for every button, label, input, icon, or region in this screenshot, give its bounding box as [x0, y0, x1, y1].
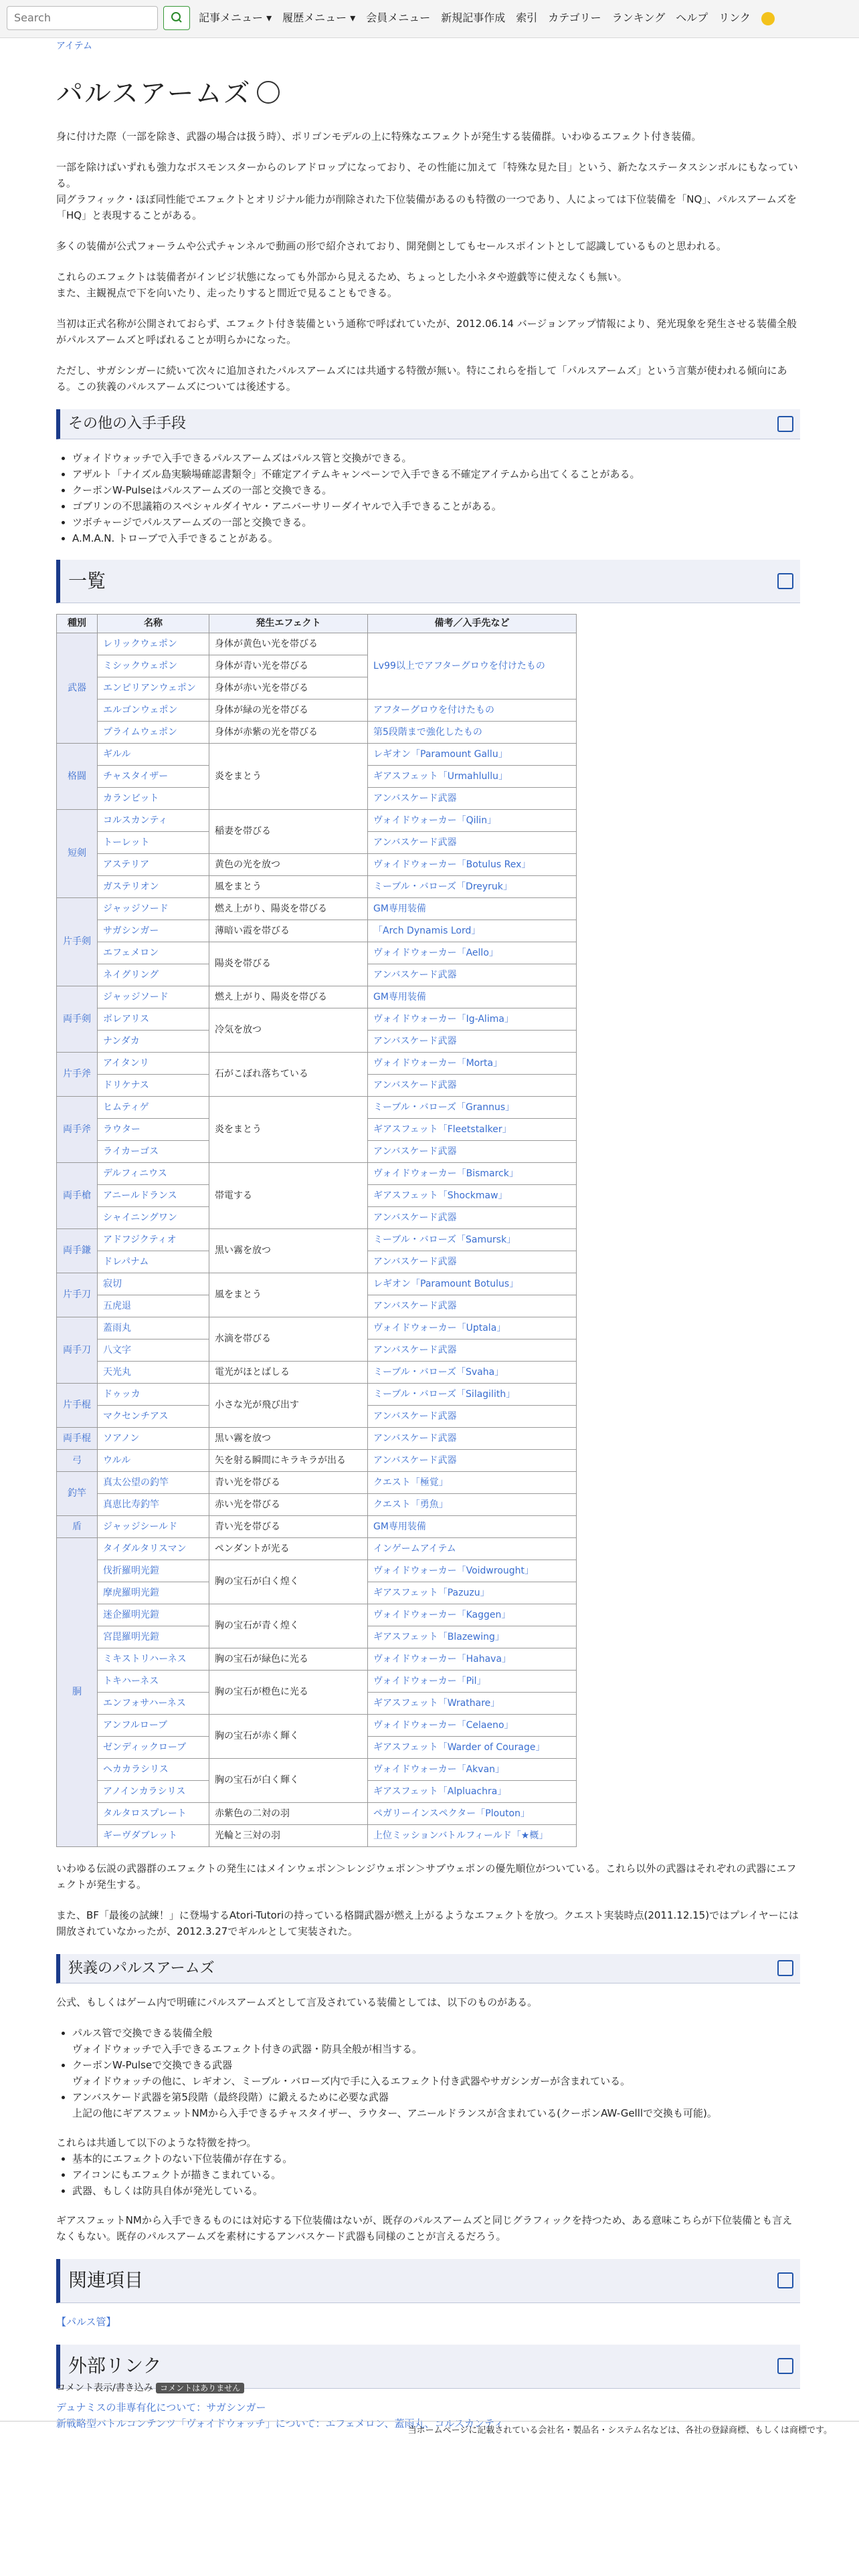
table-cell: 両手刀 — [57, 1317, 98, 1383]
footer — [0, 2421, 859, 2441]
table-cell[interactable]: アノインカラシリス — [98, 1780, 209, 1802]
table-cell: 両手鎌 — [57, 1228, 98, 1273]
table-cell[interactable]: ミシックウェポン — [98, 655, 209, 677]
list-item: • ゴブリンの不思議箱のスペシャルダイヤル・アニバーサリーダイヤルで入手できることがある。 — [72, 498, 800, 514]
table-cell[interactable]: アステリア — [98, 853, 209, 875]
table-cell: 風をまとう — [209, 1273, 368, 1317]
narrow-intro: 公式、もしくはゲーム内で明確にパルスアームズとして言及されている装備としては、以下のものがある。 — [56, 1996, 538, 2008]
list-item: • アンバスケード武器を第5段階（最終段階）に鍛えるために必要な武器 上記の他にギアスフェットNMから入手できるチャスタイザー、ラウター、アニールドランスが含まれている(クーポンAW-Gelllで交換も可能)。 — [72, 2089, 800, 2121]
table-row — [57, 1273, 577, 1295]
table-cell[interactable]: アンフルローブ — [98, 1714, 209, 1736]
table-cell[interactable]: チャスタイザー — [98, 765, 209, 787]
table-cell[interactable]: ラウター — [98, 1118, 209, 1140]
table-row — [57, 1758, 577, 1780]
intro-paragraph: 身に付けた際（一部を除き、武器の場合は扱う時）、ポリゴンモデルの上に特殊なエフェクトが発生する装備群。いわゆるエフェクト付き装備。 — [56, 130, 702, 143]
table-cell[interactable]: デルフィニウス — [98, 1162, 209, 1184]
table-cell[interactable]: ギアスフェット「Fleetstalker」 — [368, 1118, 577, 1140]
nav-item[interactable]: 新規記事作成 — [441, 11, 506, 24]
list-item: • ヴォイドウォッチで入手できるパルスアームズはパルス管と交換ができる。 — [72, 450, 800, 466]
table-cell[interactable]: ヘカカラシリス — [98, 1758, 209, 1780]
table-cell[interactable]: サガシンガー — [98, 920, 209, 942]
table-cell[interactable]: エンフォサハーネス — [98, 1692, 209, 1714]
table-cell[interactable]: アンバスケード武器 — [368, 1295, 577, 1317]
narrow-note: ギアスフェットNMから入手できるものには対応する下位装備はないが、既存のパルスアームズと同じグラフィックを持つため、ある意味こちらが下位装備とも言えなくもない。既存のパルスアームズを素材にするアンバスケード武器も同様のことが言えるだろう。 — [56, 2214, 793, 2242]
table-cell: 燃え上がり、陽炎を帯びる — [209, 897, 368, 920]
table-header: 種別 — [57, 615, 98, 633]
table-cell[interactable]: ウルル — [98, 1449, 209, 1471]
table-cell[interactable]: アンバスケード武器 — [368, 1206, 577, 1228]
list-item: • クーポンW-Pulseはパルスアームズの一部と交換できる。 — [72, 482, 800, 498]
table-header: 発生エフェクト — [209, 615, 368, 633]
table-cell[interactable]: アンバスケード武器 — [368, 1405, 577, 1427]
table-cell[interactable]: エルゴンウェポン — [98, 699, 209, 721]
table-cell: 身体が青い光を帯びる — [209, 655, 368, 677]
table-cell[interactable]: タルタロスプレート — [98, 1802, 209, 1824]
table-cell[interactable]: ヴォイドウォーカー「Botulus Rex」 — [368, 853, 577, 875]
table-cell[interactable]: アンバスケード武器 — [368, 964, 577, 986]
table-row — [57, 633, 577, 655]
table-cell: 光輪と三対の羽 — [209, 1824, 368, 1846]
list-item: • クーポンW-Pulseで交換できる武器 ヴォイドウォッチの他に、レギオン、ミーブル・バローズ内で手に入るエフェクト付き武器やサガシンガーが含まれている。 — [72, 2057, 800, 2089]
table-cell[interactable]: 「Arch Dynamis Lord」 — [368, 920, 577, 942]
table-cell[interactable]: 宮毘羅明光鎧 — [98, 1626, 209, 1648]
table-cell[interactable]: アンバスケード武器 — [368, 1074, 577, 1096]
table-cell: 身体が緑の光を帯びる — [209, 699, 368, 721]
table-cell[interactable]: ジャッジソード — [98, 897, 209, 920]
table-cell: 武器 — [57, 633, 98, 743]
edit-icon[interactable] — [777, 2358, 793, 2374]
table-cell[interactable]: シャイニングワン — [98, 1206, 209, 1228]
table-cell: 両手剣 — [57, 986, 98, 1052]
narrow-list — [56, 2025, 800, 2121]
table-cell[interactable]: ミキストリハーネス — [98, 1648, 209, 1670]
table-cell[interactable]: ヴォイドウォーカー「Morta」 — [368, 1052, 577, 1074]
table-cell[interactable]: 真恵比寿釣竿 — [98, 1493, 209, 1515]
table-row — [57, 1560, 577, 1582]
table-row — [57, 721, 577, 743]
table-cell[interactable]: アンバスケード武器 — [368, 1449, 577, 1471]
table-cell: 青い光を帯びる — [209, 1515, 368, 1537]
nav-item[interactable]: リンク — [719, 11, 751, 24]
after-table-paragraph: また、BF「最後の試練！」に登場するAtori-Tutoriの持っている格闘武器が燃え上がるようなエフェクトを放つ。クエスト実装時点(2011.12.15)ではプレイヤーには開放されていなかったが、2012.3.27でギルルとして実装された。 — [56, 1909, 799, 1937]
table-cell: 小さな光が飛び出す — [209, 1383, 368, 1427]
table-cell: 燃え上がり、陽炎を帯びる — [209, 986, 368, 1008]
table-cell[interactable]: ギアスフェット「Wrathare」 — [368, 1692, 577, 1714]
table-cell[interactable]: Lv99以上でアフターグロウを付けたもの — [368, 633, 577, 699]
table-cell: 胸の宝石が緑色に光る — [209, 1648, 368, 1670]
table-cell[interactable]: ミーブル・バローズ「Grannus」 — [368, 1096, 577, 1118]
search-icon — [164, 7, 189, 29]
intro-paragraph: ただし、サガシンガーに続いて次々に追加されたパルスアームズには共通する特徴が無い。特にこれらを指して「パルスアームズ」という言葉が使われる傾向にある。この狭義のパルスアームズについては後述する。 — [56, 364, 787, 393]
comment-bubble-icon[interactable] — [257, 81, 280, 104]
table-cell[interactable]: ギアスフェット「Blazewing」 — [368, 1626, 577, 1648]
table-row — [57, 1670, 577, 1692]
table-cell[interactable]: カランビット — [98, 787, 209, 809]
page-title: パルスアームズ — [56, 72, 800, 115]
breadcrumb[interactable]: アイテム — [56, 41, 93, 51]
section-heading-external: 外部リンク — [56, 2345, 800, 2389]
table-cell[interactable]: ヴォイドウォーカー「Qilin」 — [368, 809, 577, 831]
table-cell: ペンダントが光る — [209, 1537, 368, 1560]
table-cell[interactable]: 摩虎羅明光鎧 — [98, 1582, 209, 1604]
comment-badge: コメントはありません — [156, 2383, 244, 2393]
table-cell[interactable]: ボレアリス — [98, 1008, 209, 1030]
table-cell[interactable]: ガステリオン — [98, 875, 209, 897]
table-cell: 薄暗い霞を帯びる — [209, 920, 368, 942]
table-row — [57, 1493, 577, 1515]
table-cell: 片手斧 — [57, 1052, 98, 1096]
table-cell[interactable]: トーレット — [98, 831, 209, 853]
table-cell[interactable]: ミーブル・バローズ「Dreyruk」 — [368, 875, 577, 897]
section-heading-other: その他の入手手段 — [56, 409, 800, 439]
table-cell[interactable]: ヴォイドウォーカー「Bismarck」 — [368, 1162, 577, 1184]
external-link[interactable]: 新戦略型バトルコンテンツ「ヴォイドウォッチ」について：エフェメロン、蓋雨丸、コルスカンティ — [56, 2417, 504, 2430]
table-cell: 黒い霧を放つ — [209, 1228, 368, 1273]
table-cell[interactable]: コルスカンティ — [98, 809, 209, 831]
main-content — [56, 37, 800, 2432]
table-cell: 釣竿 — [57, 1471, 98, 1515]
table-cell: 胸の宝石が青く煌く — [209, 1604, 368, 1648]
table-header: 名称 — [98, 615, 209, 633]
table-cell[interactable]: GM専用装備 — [368, 1515, 577, 1537]
search-button[interactable] — [163, 6, 190, 30]
table-row — [57, 1714, 577, 1736]
table-row — [57, 942, 577, 964]
table-row — [57, 1096, 577, 1118]
table-cell[interactable]: アンバスケード武器 — [368, 1339, 577, 1361]
table-cell: 片手刀 — [57, 1273, 98, 1317]
table-cell: 両手斧 — [57, 1096, 98, 1162]
table-cell: 帯電する — [209, 1162, 368, 1228]
table-cell: 盾 — [57, 1515, 98, 1537]
table-row — [57, 1317, 577, 1339]
table-cell[interactable]: ヴォイドウォーカー「Hahava」 — [368, 1648, 577, 1670]
table-cell[interactable]: GM専用装備 — [368, 897, 577, 920]
table-cell: 赤紫色の二対の羽 — [209, 1802, 368, 1824]
table-cell[interactable]: ヒムティゲ — [98, 1096, 209, 1118]
table-cell[interactable]: アンバスケード武器 — [368, 831, 577, 853]
table-cell[interactable]: 迷企羅明光鎧 — [98, 1604, 209, 1626]
table-cell: 胸の宝石が赤く輝く — [209, 1714, 368, 1758]
table-cell: 矢を射る瞬間にキラキラが出る — [209, 1449, 368, 1471]
table-row — [57, 1383, 577, 1405]
table-cell: 胴 — [57, 1537, 98, 1846]
table-cell[interactable]: 寂切 — [98, 1273, 209, 1295]
table-cell[interactable]: ヴォイドウォーカー「Voidwrought」 — [368, 1560, 577, 1582]
nav-item[interactable]: 記事メニュー ▾ — [199, 11, 272, 24]
related-link[interactable]: 【パルス管】 — [56, 2315, 116, 2328]
table-cell[interactable]: ドレパナム — [98, 1251, 209, 1273]
table-cell[interactable]: レリックウェポン — [98, 633, 209, 655]
table-cell: 両手棍 — [57, 1427, 98, 1449]
table-cell[interactable]: ヴォイドウォーカー「Uptala」 — [368, 1317, 577, 1339]
table-cell[interactable]: アンバスケード武器 — [368, 1140, 577, 1162]
table-cell[interactable]: 上位ミッションバトルフィールド「★概」 — [368, 1824, 577, 1846]
table-cell: 水滴を帯びる — [209, 1317, 368, 1361]
list-item: • 武器、もしくは防具自体が発光している。 — [72, 2183, 800, 2199]
table-row — [57, 1824, 577, 1846]
table-cell[interactable]: エンピリアンウェポン — [98, 677, 209, 699]
table-cell[interactable]: ミーブル・バローズ「Svaha」 — [368, 1361, 577, 1383]
table-cell[interactable]: ギーヴダブレット — [98, 1824, 209, 1846]
list-item: • 基本的にエフェクトのない下位装備が存在する。 — [72, 2151, 800, 2167]
table-cell[interactable]: ギアスフェット「Urmahlullu」 — [368, 765, 577, 787]
table-row — [57, 853, 577, 875]
table-cell[interactable]: タイダルタリスマン — [98, 1537, 209, 1560]
list-item: • A.M.A.N. トローブで入手できることがある。 — [72, 530, 800, 546]
table-cell: 炎をまとう — [209, 1096, 368, 1162]
table-cell[interactable]: ジャッジシールド — [98, 1515, 209, 1537]
top-navbar — [0, 0, 859, 38]
table-row — [57, 875, 577, 897]
table-cell: 格闘 — [57, 743, 98, 809]
table-row — [57, 1162, 577, 1184]
pulse-arms-table — [56, 614, 577, 1846]
table-cell[interactable]: ヴォイドウォーカー「Kaggen」 — [368, 1604, 577, 1626]
table-cell: 胸の宝石が橙色に光る — [209, 1670, 368, 1714]
table-row — [57, 986, 577, 1008]
other-list — [56, 450, 800, 546]
table-cell: 黄色の光を放つ — [209, 853, 368, 875]
table-cell[interactable]: 伐折羅明光鎧 — [98, 1560, 209, 1582]
table-row — [57, 1449, 577, 1471]
table-cell: 青い光を帯びる — [209, 1471, 368, 1493]
edit-icon[interactable] — [777, 416, 793, 432]
table-row — [57, 1537, 577, 1560]
table-cell[interactable]: エフェメロン — [98, 942, 209, 964]
table-cell[interactable]: GM専用装備 — [368, 986, 577, 1008]
table-cell[interactable]: マクセンチアス — [98, 1405, 209, 1427]
list-item: • アザルト「ナイズル島実験場確認書類令」不確定アイテムキャンペーンで入手できる不確定アイテムから出てくることがある。 — [72, 466, 800, 482]
table-row — [57, 1008, 577, 1030]
table-cell[interactable]: ヴォイドウォーカー「Ig-Alima」 — [368, 1008, 577, 1030]
table-cell: 短剣 — [57, 809, 98, 897]
table-cell[interactable]: レギオン「Paramount Gallu」 — [368, 743, 577, 765]
table-cell[interactable]: ヴォイドウォーカー「Celaeno」 — [368, 1714, 577, 1736]
table-cell[interactable]: ゼンディックローブ — [98, 1736, 209, 1758]
section-heading-list: 一覧 — [56, 560, 800, 604]
table-row — [57, 1052, 577, 1074]
table-row — [57, 1361, 577, 1383]
table-cell: 冷気を放つ — [209, 1008, 368, 1052]
table-row — [57, 920, 577, 942]
edit-icon[interactable] — [777, 2272, 793, 2288]
table-header: 備考／入手先など — [368, 615, 577, 633]
table-row — [57, 1228, 577, 1251]
table-cell: 胸の宝石が白く輝く — [209, 1758, 368, 1802]
table-row — [57, 1515, 577, 1537]
table-cell[interactable]: 五虎退 — [98, 1295, 209, 1317]
list-item: • パルス管で交換できる装備全般 ヴォイドウォッチで入手できるエフェクト付きの武器・防具全般が相当する。 — [72, 2025, 800, 2057]
table-cell[interactable]: ネイグリング — [98, 964, 209, 986]
table-cell: 風をまとう — [209, 875, 368, 897]
table-cell[interactable]: クエスト「勇魚」 — [368, 1493, 577, 1515]
nav-item[interactable]: カテゴリー — [548, 11, 601, 24]
table-cell: 稲妻を帯びる — [209, 809, 368, 853]
table-row — [57, 1604, 577, 1626]
table-cell[interactable]: ギアスフェット「Pazuzu」 — [368, 1582, 577, 1604]
after-table-paragraph: いわゆる伝説の武器群のエフェクトの発生にはメインウェポン＞レンジウェポン＞サブウェポンの優先順位がついている。これら以外の武器はそれぞれの武器にエフェクトが発生する。 — [56, 1862, 797, 1891]
table-cell[interactable]: クエスト「極覚」 — [368, 1471, 577, 1493]
table-cell[interactable]: アンバスケード武器 — [368, 1427, 577, 1449]
table-cell[interactable]: ライカーゴス — [98, 1140, 209, 1162]
table-cell[interactable]: ジャッジソード — [98, 986, 209, 1008]
table-cell[interactable]: ギアスフェット「Alpluachra」 — [368, 1780, 577, 1802]
edit-icon[interactable] — [777, 1960, 793, 1976]
table-cell: 胸の宝石が白く煌く — [209, 1560, 368, 1604]
table-cell[interactable]: 蓋雨丸 — [98, 1317, 209, 1339]
table-cell: 身体が赤い光を帯びる — [209, 677, 368, 699]
intro-paragraph: 多くの装備が公式フォーラムや公式チャンネルで動画の形で紹介されており、開発側としてもセールスポイントとして認識しているものと思われる。 — [56, 240, 727, 253]
table-cell[interactable]: アンバスケード武器 — [368, 787, 577, 809]
table-row — [57, 809, 577, 831]
table-cell[interactable]: ソアノン — [98, 1427, 209, 1449]
table-body — [57, 633, 577, 1846]
table-cell: 身体が赤紫の光を帯びる — [209, 721, 368, 743]
list-item: • ツボチャージでパルスアームズの一部と交換できる。 — [72, 514, 800, 530]
table-cell: 赤い光を帯びる — [209, 1493, 368, 1515]
table-cell[interactable]: インゲームアイテム — [368, 1537, 577, 1560]
nav-item[interactable]: 索引 — [516, 11, 538, 24]
table-cell: 電光がほとばしる — [209, 1361, 368, 1383]
intro-paragraph: これらのエフェクトは装備者がインビジ状態になっても外部から見えるため、ちょっとした小ネタや遊戯等に使えなくも無い。 また、主観視点で下を向いたり、走ったりすると間近で見ることもできる。 — [56, 271, 628, 300]
table-cell[interactable]: アフターグロウを付けたもの — [368, 699, 577, 721]
intro-paragraph: 一部を除けばいずれも強力なボスモンスターからのレアドロップになっており、その性能に加えて「特殊な見た目」という、新たなステータスシンボルにもなっている。 同グラフィック・ほぼ同性能でエフェクトとオリジナル能力が削除された下位装備があるのも特徴の一つであり、人によっては下位装備を「NQ」、パルスアームズを「HQ」と表現することがある。 — [56, 161, 798, 222]
table-cell: 炎をまとう — [209, 743, 368, 809]
table-row — [57, 897, 577, 920]
table-cell[interactable]: ミーブル・バローズ「Samursk」 — [368, 1228, 577, 1251]
search-input[interactable]: Search — [7, 6, 158, 30]
table-cell[interactable]: アンバスケード武器 — [368, 1030, 577, 1052]
table-cell[interactable]: アドフジクティオ — [98, 1228, 209, 1251]
nav-item[interactable]: ヘルプ — [676, 11, 708, 24]
table-row — [57, 1802, 577, 1824]
table-cell[interactable]: ヴォイドウォーカー「Aello」 — [368, 942, 577, 964]
intro-paragraph: 当初は正式名称が公開されておらず、エフェクト付き装備という通称で呼ばれていたが、2012.06.14 バージョンアップ情報により、発光現象を発生させる装備全般がパルスアームズと呼ばれることが明らかになった。 — [56, 318, 797, 346]
table-cell: 弓 — [57, 1449, 98, 1471]
table-cell[interactable]: ギルル — [98, 743, 209, 765]
common-features-list — [56, 2151, 800, 2199]
table-row — [57, 1648, 577, 1670]
table-row — [57, 1427, 577, 1449]
table-cell[interactable]: 天光丸 — [98, 1361, 209, 1383]
nav-item[interactable]: 履歴メニュー ▾ — [282, 11, 356, 24]
table-cell[interactable]: アニールドランス — [98, 1184, 209, 1206]
table-cell: 身体が黄色い光を帯びる — [209, 633, 368, 655]
table-cell: 片手剣 — [57, 897, 98, 986]
table-cell: 両手槍 — [57, 1162, 98, 1228]
table-cell: 黒い霧を放つ — [209, 1427, 368, 1449]
comment-toggle[interactable]: コメント表示/書き込み コメントはありません — [56, 2381, 244, 2395]
table-cell: 陽炎を帯びる — [209, 942, 368, 986]
section-heading-related: 関連項目 — [56, 2259, 800, 2303]
table-cell[interactable]: レギオン「Paramount Botulus」 — [368, 1273, 577, 1295]
section-heading-narrow: 狭義のパルスアームズ — [56, 1954, 800, 1983]
external-link[interactable]: デュナミスの非専有化について：サガシンガー — [56, 2401, 266, 2413]
table-cell[interactable]: アンバスケード武器 — [368, 1251, 577, 1273]
table-cell[interactable]: ギアスフェット「Shockmaw」 — [368, 1184, 577, 1206]
table-cell[interactable]: 真太公望の釣竿 — [98, 1471, 209, 1493]
table-cell: 片手棍 — [57, 1383, 98, 1427]
table-cell[interactable]: ギアスフェット「Warder of Courage」 — [368, 1736, 577, 1758]
nav-item[interactable]: ランキング — [611, 11, 666, 24]
table-cell[interactable]: 八文字 — [98, 1339, 209, 1361]
table-cell[interactable]: アイタンリ — [98, 1052, 209, 1074]
table-cell[interactable]: ドリケナス — [98, 1074, 209, 1096]
table-row — [57, 1471, 577, 1493]
common-features-label: これらは共通して以下のような特徴を持つ。 — [56, 2136, 257, 2149]
table-cell[interactable]: ペガリーインスペクター「Plouton」 — [368, 1802, 577, 1824]
table-cell[interactable]: プライムウェポン — [98, 721, 209, 743]
edit-icon[interactable] — [777, 573, 793, 589]
list-item: • アイコンにもエフェクトが描きこまれている。 — [72, 2167, 800, 2183]
table-cell[interactable]: ドゥッカ — [98, 1383, 209, 1405]
table-cell[interactable]: ナンダカ — [98, 1030, 209, 1052]
table-cell[interactable]: 第5段階まで強化したもの — [368, 721, 577, 743]
table-cell[interactable]: ヴォイドウォーカー「Akvan」 — [368, 1758, 577, 1780]
table-row — [57, 743, 577, 765]
table-row — [57, 699, 577, 721]
table-cell[interactable]: ミーブル・バローズ「Silagilith」 — [368, 1383, 577, 1405]
footer-text: 当ホームページに記載されている会社名・製品名・システム名などは、各社の登録商標、もしくは商標です。 — [407, 2426, 832, 2436]
nav-menu — [199, 9, 785, 27]
theme-toggle-icon[interactable] — [761, 12, 775, 25]
table-cell[interactable]: ヴォイドウォーカー「Pil」 — [368, 1670, 577, 1692]
table-cell[interactable]: トキハーネス — [98, 1670, 209, 1692]
table-cell: 石がこぼれ落ちている — [209, 1052, 368, 1096]
nav-item[interactable]: 会員メニュー — [366, 11, 431, 24]
